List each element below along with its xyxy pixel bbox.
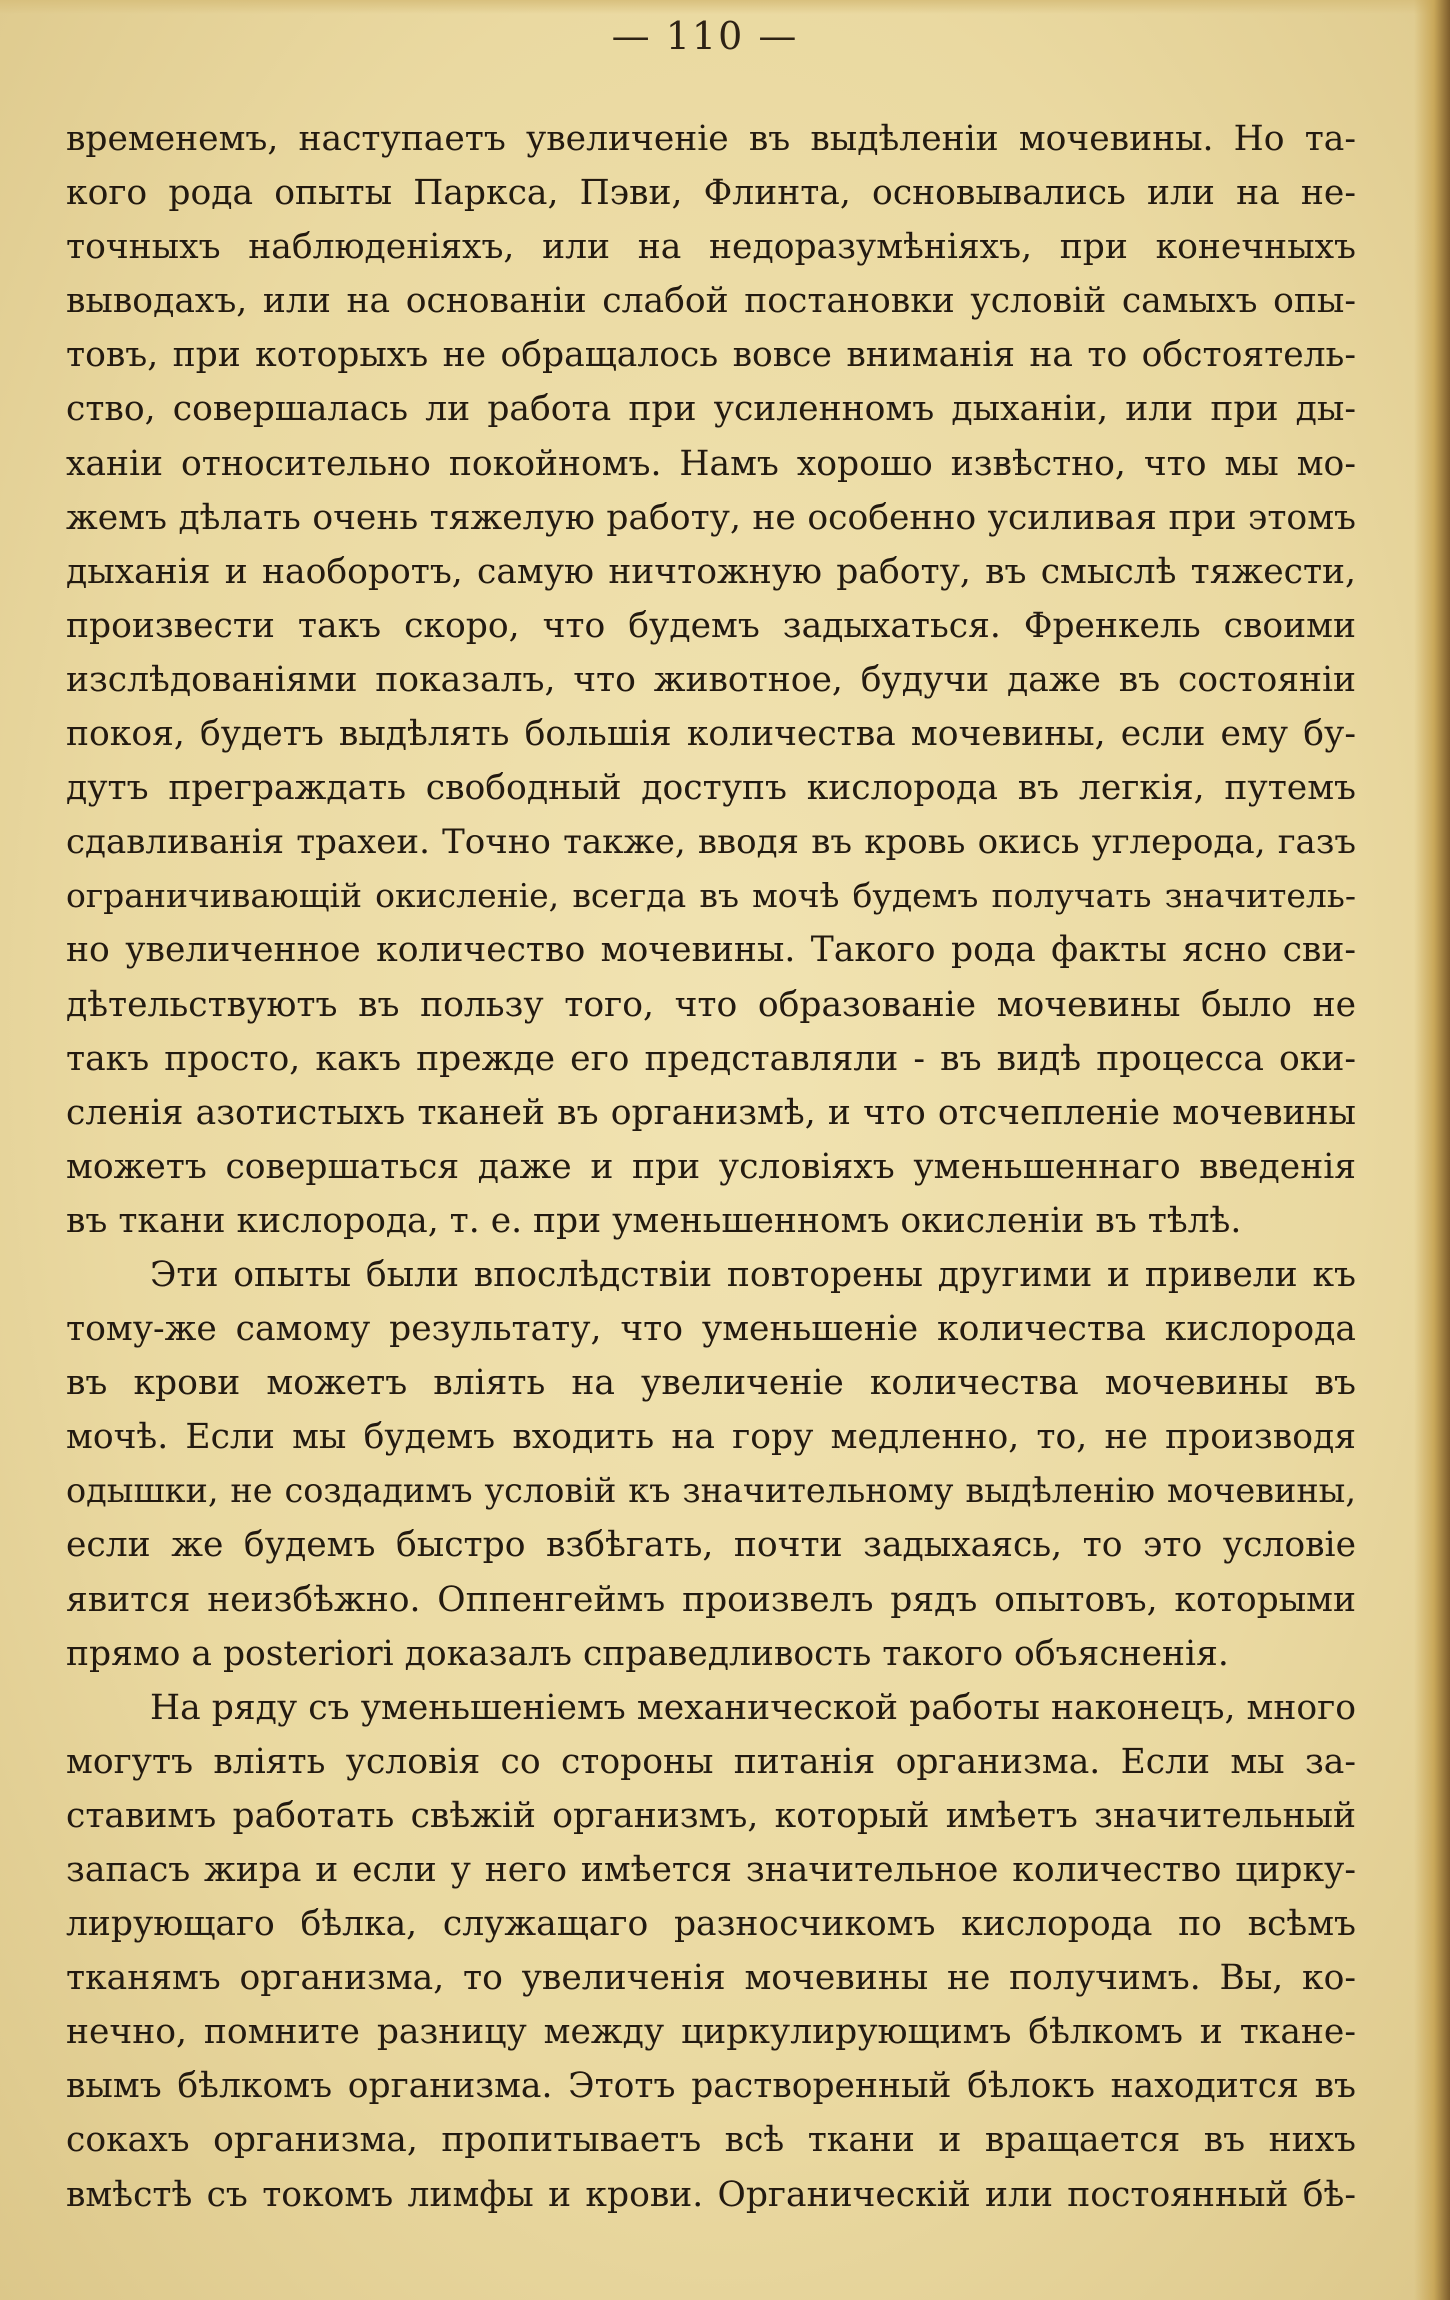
- text-line: лирующаго бѣлка, служащаго разносчикомъ кислорода по всѣмъ: [66, 1904, 1356, 1945]
- page-number: — 110 —: [611, 14, 799, 58]
- page-top-shadow: [0, 0, 1450, 14]
- text-line: нечно, помните разницу между циркулирующимъ бѣлкомъ и ткане-: [66, 2012, 1356, 2053]
- text-line: тому-же самому результату, что уменьшенiе количества кислорода: [66, 1309, 1356, 1350]
- text-line: явится неизбѣжно. Оппенгеймъ произвелъ рядъ опытовъ, которыми: [66, 1579, 1356, 1620]
- text-line: вымъ бѣлкомъ организма. Этотъ растворенный бѣлокъ находится въ: [66, 2066, 1356, 2107]
- text-line: жемъ дѣлать очень тяжелую работу, не особенно усиливая при этомъ: [66, 497, 1356, 538]
- paragraph-end-line: прямо a posteriori доказалъ справедливость такого объясненiя.: [66, 1633, 1229, 1674]
- text-line: кого рода опыты Паркса, Пэви, Флинта, основывались или на не-: [66, 173, 1356, 214]
- text-line: выводахъ, или на основанiи слабой постановки условiй самыхъ опы-: [66, 281, 1356, 322]
- text-line: сокахъ организма, пропитываетъ всѣ ткани и вращается въ нихъ: [66, 2120, 1356, 2161]
- text-line: могутъ влiять условiя со стороны питанiя организма. Если мы за-: [66, 1741, 1356, 1782]
- text-line: въ крови можетъ влiять на увеличенiе количества мочевины въ: [66, 1363, 1356, 1404]
- text-line: изслѣдованiями показалъ, что животное, будучи даже въ состоянiи: [66, 659, 1356, 700]
- text-line: дутъ преграждать свободный доступъ кислорода въ легкiя, путемъ: [66, 768, 1356, 809]
- text-line: сдавливанiя трахеи. Точно также, вводя въ кровь окись углерода, газъ: [66, 822, 1356, 863]
- text-line: ставимъ работать свѣжiй организмъ, который имѣетъ значительный: [66, 1795, 1356, 1836]
- text-line: произвести такъ скоро, что будемъ задыхаться. Френкель своими: [66, 605, 1356, 646]
- text-line: одышки, не создадимъ условiй къ значительному выдѣленiю мочевины,: [66, 1471, 1356, 1511]
- text-line: товъ, при которыхъ не обращалось вовсе вниманiя на то обстоятель-: [66, 335, 1356, 376]
- text-line: но увеличенное количество мочевины. Такого рода факты ясно сви-: [66, 930, 1356, 971]
- text-line: такъ просто, какъ прежде его представляли - въ видѣ процесса оки-: [66, 1038, 1356, 1079]
- text-line: мочѣ. Если мы будемъ входить на гору медленно, то, не производя: [66, 1417, 1356, 1458]
- paragraph-start-line: Эти опыты были впослѣдствiи повторены другими и привели къ: [150, 1254, 1356, 1295]
- text-line: тканямъ организма, то увеличенiя мочевины не получимъ. Вы, ко-: [66, 1958, 1356, 1999]
- text-line: если же будемъ быстро взбѣгать, почти задыхаясь, то это условiе: [66, 1525, 1356, 1566]
- text-line: временемъ, наступаетъ увеличенiе въ выдѣленiи мочевины. Но та-: [66, 119, 1356, 159]
- body-text: [66, 112, 1356, 2222]
- text-line: ство, совершалась ли работа при усиленномъ дыханiи, или при ды-: [66, 389, 1356, 430]
- text-line: точныхъ наблюденiяхъ, или на недоразумѣнiяхъ, при конечныхъ: [66, 227, 1356, 268]
- text-line: ханiи относительно покойномъ. Намъ хорошо извѣстно, что мы мо-: [66, 443, 1356, 484]
- text-line: сленiя азотистыхъ тканей въ организмѣ, и что отсчепленiе мочевины: [66, 1092, 1356, 1133]
- text-line: ограничивающiй окисленiе, всегда въ мочѣ будемъ получать значитель-: [66, 876, 1356, 916]
- text-line: запасъ жира и если у него имѣется значительное количество цирку-: [66, 1850, 1356, 1890]
- text-line: вмѣстѣ съ токомъ лимфы и крови. Органическiй или постоянный бѣ-: [66, 2174, 1356, 2215]
- text-line: дыханiя и наоборотъ, самую ничтожную работу, въ смыслѣ тяжести,: [66, 551, 1356, 592]
- paragraph-start-line: На ряду съ уменьшенiемъ механической работы наконецъ, много: [150, 1687, 1356, 1728]
- text-line: можетъ совершаться даже и при условiяхъ уменьшеннаго введенiя: [66, 1146, 1356, 1187]
- text-line: дѣтельствуютъ въ пользу того, что образованiе мочевины было не: [66, 984, 1356, 1025]
- page-edge-shadow: [1414, 0, 1450, 2300]
- paragraph-end-line: въ ткани кислорода, т. е. при уменьшенномъ окисленiи въ тѣлѣ.: [66, 1200, 1242, 1241]
- text-line: покоя, будетъ выдѣлять большiя количества мочевины, если ему бу-: [66, 714, 1356, 755]
